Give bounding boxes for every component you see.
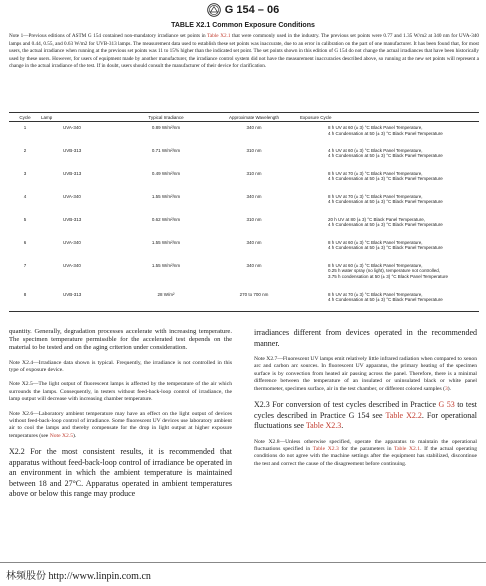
left-column bbox=[9, 328, 232, 507]
section-x2-3: X2.3 For conversion of test cycles described in Practice G 53 to test cycles described in Practice G 154 see Table X2.2. For operational fluctuations see Table X2.3. bbox=[254, 400, 477, 431]
table-row bbox=[9, 191, 479, 214]
wavelength-cell: 340 nm bbox=[246, 193, 262, 199]
exposure-cycle-cell bbox=[300, 237, 479, 260]
lamp-cell: UVA-340 bbox=[63, 193, 81, 199]
column-header-cycle: Cycle bbox=[9, 113, 41, 122]
exposure-conditions-table bbox=[9, 112, 479, 312]
irradiance-cell: 0.71 W/m²/nm bbox=[151, 147, 181, 153]
table-x2-2-link[interactable]: Table X2.2 bbox=[385, 410, 422, 420]
table-title: TABLE X2.1 Common Exposure Conditions bbox=[171, 22, 315, 29]
column-header-lamp: Lamp bbox=[41, 113, 124, 122]
exposure-step: 4 h Condensation at 50 (± 3) °C Black Panel Temperature bbox=[328, 130, 443, 136]
table-row bbox=[9, 237, 479, 260]
exposure-cycle-cell bbox=[300, 289, 479, 312]
table-x2-3-link-2[interactable]: Table X2.3 bbox=[312, 445, 339, 452]
exposure-cycle-cell bbox=[300, 122, 479, 145]
wavelength-cell: 340 nm bbox=[246, 239, 262, 245]
lamp-cell: UVB-313 bbox=[63, 216, 82, 222]
table-row bbox=[9, 168, 479, 191]
table-row bbox=[9, 145, 479, 168]
lamp-cell: UVB-313 bbox=[63, 147, 82, 153]
exposure-step: 8 h UV at 70 (± 3) °C Black Panel Temperature, bbox=[328, 170, 423, 176]
exposure-step: 4 h Condensation at 50 (± 3) °C Black Panel Temperature bbox=[328, 176, 443, 182]
irradiance-cell: 0.62 W/m²/nm bbox=[151, 216, 181, 222]
exposure-cycle-cell bbox=[300, 145, 479, 168]
column-header-wavelength: Approximate Wavelength bbox=[208, 113, 300, 122]
cycle-cell: 6 bbox=[23, 239, 27, 245]
column-header-irradiance: Typical Irradiance bbox=[124, 113, 208, 122]
exposure-step: 20 h UV at 80 (± 3) °C Black Panel Temperature, bbox=[328, 216, 425, 222]
wavelength-cell: 340 nm bbox=[246, 262, 262, 268]
exposure-step: 4 h Condensation at 50 (± 3) °C Black Panel Temperature bbox=[328, 245, 443, 251]
wavelength-cell: 310 nm bbox=[246, 147, 262, 153]
exposure-step: 4 h Condensation at 50 (± 3) °C Black Panel Temperature bbox=[328, 222, 443, 228]
exposure-cycle-cell bbox=[300, 191, 479, 214]
exposure-step: 4 h Condensation at 50 (± 3) °C Black Panel Temperature bbox=[328, 199, 443, 205]
note-x2-4: Note X2.4—Irradiance data shown is typical. Frequently, the irradiance is not controlled in this type of exposure device. bbox=[9, 359, 232, 374]
section-x2-2: X2.2 For the most consistent results, it is recommended that apparatus without feed-back-loop control of irradiance be operated in an environment in which the ambient temperature is maintained between 18 and 27°C. Apparatus operated in ambient temperatures above or below this range may produce bbox=[9, 447, 232, 499]
astm-logo-icon bbox=[207, 3, 221, 17]
exposure-step: 8 h UV at 70 (± 3) °C Black Panel Temperature, bbox=[328, 193, 423, 199]
standard-designation: G 154 – 06 bbox=[224, 4, 280, 16]
irradiance-cell: 1.55 W/m²/nm bbox=[151, 193, 181, 199]
irradiance-cell: 1.55 W/m²/nm bbox=[151, 262, 181, 268]
lamp-cell: UVB-313 bbox=[63, 170, 82, 176]
exposure-step: 4 h Condensation at 50 (± 3) °C Black Panel Temperature bbox=[328, 297, 443, 303]
irradiance-cell: 0.49 W/m²/nm bbox=[151, 170, 181, 176]
footer-divider bbox=[0, 562, 486, 563]
lamp-cell: UVA-340 bbox=[63, 262, 81, 268]
lamp-cell: UVB-313 bbox=[41, 289, 124, 312]
wavelength-cell: 310 nm bbox=[246, 216, 262, 222]
note-x2-5: Note X2.5—The light output of fluorescent lamps is affected by the temperature of the air which surrounds the lamps. Consequently, in testers without feed-back-loop control of irradiance, the lamp output will decrease with increasing chamber temperature. bbox=[9, 381, 232, 403]
cycle-cell: 1 bbox=[23, 125, 27, 130]
exposure-step: 8 h UV at 60 (± 3) °C Black Panel Temperature, bbox=[328, 239, 423, 245]
note-label: Note 1 bbox=[9, 33, 24, 39]
irradiance-cell: 0.89 W/m²/nm bbox=[151, 125, 181, 130]
table-x2-1-link[interactable]: Table X2.1 bbox=[394, 445, 421, 452]
page-header bbox=[0, 2, 486, 18]
wavelength-cell: 310 nm bbox=[246, 170, 262, 176]
irradiance-cell: 1.55 W/m²/nm bbox=[151, 239, 181, 245]
exposure-cycle-cell bbox=[300, 260, 479, 289]
cycle-cell: 4 bbox=[23, 193, 27, 199]
table-header-row bbox=[9, 113, 479, 122]
note-x2-6: Note X2.6—Laboratory ambient temperature may have an effect on the light output of devices without feed-back-loop control of irradiance. Some fluorescent UV devices use laboratory ambient air to cool the lamps and thereby compensate for the drop in light output at higher exposure temperatures (see Note X2.5). bbox=[9, 410, 232, 439]
practice-g53-link[interactable]: G 53 bbox=[438, 400, 455, 410]
exposure-step: 4 h UV at 60 (± 3) °C Black Panel Temperature, bbox=[328, 147, 423, 153]
table-note-1: Note 1—Previous editions of ASTM G 154 contained non-mandatory irradiance set points in Table X2.1 that were commonly used in the industry. The previous set points were 0.77 and 1.35 W/m2 at 340 nm for UVA-340 lamps and 0.44, 0.55, and 0.63 W/m2 for UVB-313 lamps. The measurement data used to establish these set points was inaccurate, due to an error in calibration on the part of one manufacturer. It has been found that, for most users, the actual irradiance when running at the previous set points was 11 to 15% higher than the indicated set point. The set points shown in this edition of G 154 do not change the actual irradiances that have been historically used by these users. However, for users of equipment made by another manufacturer, the irradiance control system did not have the measurement inaccuracies described above, so running at the new set points will represent a change in the actual irradiance of the test. If in doubt, users should consult the manufacturer of their device for clarification. bbox=[9, 33, 479, 70]
wavelength-cell: 340 nm bbox=[246, 125, 262, 130]
right-column bbox=[254, 328, 477, 475]
cycle-cell: 5 bbox=[23, 216, 27, 222]
paragraph-continuation: quantity. Generally, degradation processes accelerate with increasing temperature. The specimen temperature permissible for the accelerated test depends on the material to be tested and on the aging criterion under consideration. bbox=[9, 328, 232, 352]
cycle-cell: 7 bbox=[23, 262, 27, 268]
cycle-cell: 8 bbox=[9, 289, 41, 312]
reference-link-3[interactable]: 3 bbox=[444, 385, 448, 392]
table-x2-3-link[interactable]: Table X2.3 bbox=[305, 421, 342, 431]
exposure-cycle-cell bbox=[300, 214, 479, 237]
note-x2-7: Note X2.7—Fluorescent UV lamps emit relatively little infrared radiation when compared to xenon arc and carbon arc sources. In fluorescent UV apparatus, the primary heating of the specimen surface is by convection from heated air passing across the panel. Therefore, there is a minimal difference between the temperature of an insulated or uninsulated black or white panel thermometer, specimen surface, air in the test chamber, or different colored samples (3). bbox=[254, 356, 477, 392]
irradiance-cell: 28 W/m² bbox=[124, 289, 208, 312]
exposure-step: 8 h UV at 60 (± 3) °C Black Panel Temperature, bbox=[328, 125, 423, 130]
note-reference-link[interactable]: Note X2.5 bbox=[49, 432, 74, 439]
cycle-cell: 2 bbox=[23, 147, 27, 153]
paragraph-continuation-right: irradiances different from devices operated in the recommended manner. bbox=[254, 328, 477, 348]
lamp-cell: UVA-340 bbox=[63, 239, 81, 245]
table-row bbox=[9, 260, 479, 289]
column-header-exposure-cycle: Exposure Cycle bbox=[300, 113, 479, 122]
cycle-cell: 3 bbox=[23, 170, 27, 176]
note-x2-8: Note X2.8—Unless otherwise specified, operate the apparatus to maintain the operational fluctuations specified in Table X2.3 for the parameters in Table X2.1. If the actual operating conditions do not agree with the machine settings after the equipment has stabilized, discontinue the test and correct the cause of the disagreement before continuing. bbox=[254, 438, 478, 467]
table-row bbox=[9, 289, 479, 312]
table-row bbox=[9, 214, 479, 237]
exposure-step: 8 h UV at 70 (± 3) °C Black Panel Temperature, bbox=[328, 291, 423, 297]
wavelength-cell: 270 to 700 nm bbox=[208, 289, 300, 312]
footer-watermark: 林频股份 http://www.linpin.com.cn bbox=[6, 571, 151, 582]
lamp-cell: UVA-340 bbox=[63, 125, 81, 130]
table-row bbox=[9, 122, 479, 145]
exposure-cycle-cell bbox=[300, 168, 479, 191]
table-reference-link[interactable]: Table X2.1 bbox=[207, 33, 231, 39]
exposure-step: 4 h Condensation at 50 (± 3) °C Black Panel Temperature bbox=[328, 153, 443, 159]
exposure-step: 3.75 h condensation at 50 (± 3) °C Black Panel Temperature bbox=[328, 274, 449, 280]
exposure-step: 8 h UV at 60 (± 3) °C Black Panel Temperature, bbox=[328, 262, 423, 268]
exposure-step: 0.25 h water spray (no light), temperature not controlled, bbox=[328, 268, 441, 274]
